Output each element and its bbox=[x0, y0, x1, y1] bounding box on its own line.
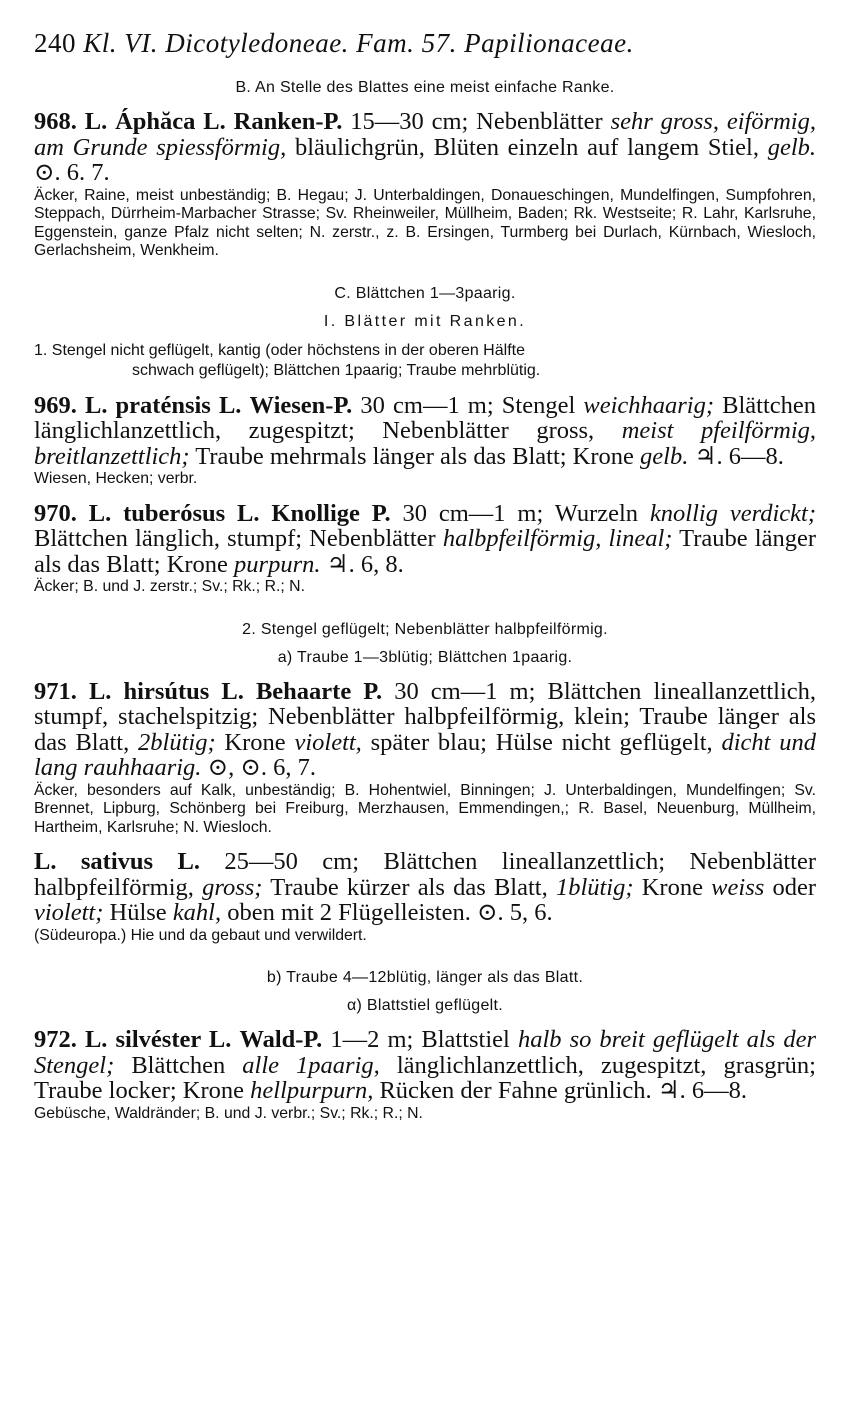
entry-968-localities: Äcker, Raine, meist unbeständig; B. Hegau; J. Unterbaldingen, Donaueschingen, Mundelfingen, Sumpfohren, Steppach, Dürrheim-Marbacher Strasse; Sv. Rheinweiler, Müllheim, Baden; Rk. Westseite; R. Lahr, Karlsruhe, Eggenstein, ganze Pfalz nicht selten; N. zerstr., z. B. Ersingen, Turmberg bei Durlach, Kürnbach, Wiesloch, Gerlachsheim, Wenkheim. bbox=[34, 186, 816, 259]
german-name: Knollige P. bbox=[271, 499, 391, 527]
key-2: 2. Stengel geflügelt; Nebenblätter halbpfeilförmig. bbox=[242, 620, 608, 638]
entry-971-localities: Äcker, besonders auf Kalk, unbeständig; B. Hohentwiel, Binningen; J. Unterbaldingen, Mundelfingen; Sv. Brennet, Lipburg, Schönberg bei Freiburg, Merzhausen, Emmendingen,; R. Basel, Neuenburg, Müllheim, Hartheim, Karlsruhe; N. Wiesloch. bbox=[34, 781, 816, 836]
entry-972: 972. L. silvéster L. Wald-P. 1—2 m; Blattstiel halb so breit geflügelt als der Stengel; Blättchen alle 1paarig, länglichlanzettlich, zugespitzt, grasgrün; Traube locker; Krone hellpurpurn, Rücken der Fahne grünlich. ♃. 6—8. bbox=[34, 1026, 817, 1104]
entry-970: 970. L. tuberósus L. Knollige P. 30 cm—1 m; Wurzeln knollig verdickt; Blättchen länglich, stumpf; Nebenblätter halbpfeilförmig, lineal; Traube länger als das Blatt; Krone purpurn. ♃. 6, 8. bbox=[34, 499, 816, 578]
key-2a: a) Traube 1—3blütig; Blättchen 1paarig. bbox=[277, 648, 573, 666]
entry-969-localities: Wiesen, Hecken; verbr. bbox=[34, 470, 198, 487]
entry-972-localities: Gebüsche, Waldränder; B. und J. verbr.; Sv.; Rk.; R.; N. bbox=[34, 1104, 423, 1122]
key-1: 1. Stengel nicht geflügelt, kantig (oder höchstens in der oberen Hälfte schwach geflügelt); Blättchen 1paarig; Traube mehrblütig. bbox=[34, 341, 541, 379]
scientific-name: L. praténsis L. bbox=[84, 391, 242, 419]
scientific-name: L. silvéster L. bbox=[84, 1026, 232, 1053]
entry-sativus-localities: (Südeuropa.) Hie und da gebaut und verwildert. bbox=[34, 926, 367, 944]
key-alpha: α) Blattstiel geflügelt. bbox=[346, 997, 504, 1014]
scientific-name: L. hirsútus L. bbox=[88, 677, 244, 705]
key-2b: b) Traube 4—12blütig, länger als das Blatt. bbox=[266, 969, 584, 986]
section-i-heading: I. Blätter mit Ranken. bbox=[323, 312, 527, 330]
entry-968: 968. L. Áphăca L. Ranken-P. 15—30 cm; Nebenblätter sehr gross, eiförmig, am Grunde spiessförmig, bläulichgrün, Blüten einzeln auf langem Stiel, gelb. ⊙. 6. 7. bbox=[34, 108, 817, 186]
page-number: 240 bbox=[34, 28, 76, 58]
header-class: Kl. VI. bbox=[83, 28, 158, 58]
entry-970-localities: Äcker; B. und J. zerstr.; Sv.; Rk.; R.; N. bbox=[34, 578, 305, 595]
german-name: Wiesen-P. bbox=[249, 391, 353, 419]
section-c-heading: C. Blättchen 1—3paarig. bbox=[334, 284, 516, 302]
entry-969: 969. L. praténsis L. Wiesen-P. 30 cm—1 m; Stengel weichhaarig; Blättchen länglichlanzettlich, zugespitzt; Nebenblätter gross, meist pfeilförmig, breitlanzettlich; Traube mehrmals länger als das Blatt; Krone gelb. ♃. 6—8. bbox=[34, 391, 817, 470]
german-name: Wald-P. bbox=[239, 1026, 323, 1053]
scientific-name: L. tuberósus L. bbox=[88, 499, 260, 527]
german-name: Behaarte P. bbox=[255, 677, 383, 705]
entry-sativus: L. sativus L. 25—50 cm; Blättchen lineallanzettlich; Nebenblätter halbpfeilförmig, gross; Traube kürzer als das Blatt, 1blütig; Krone weiss oder violett; Hülse kahl, oben mit 2 Flügelleisten. ⊙. 5, 6. bbox=[34, 848, 816, 926]
scientific-name: L. sativus L. bbox=[34, 848, 200, 875]
book-page bbox=[34, 28, 816, 1123]
header-title: Dicotyledoneae. Fam. 57. Papilionaceae. bbox=[165, 28, 634, 58]
section-b-heading: B. An Stelle des Blattes eine meist einfache Ranke. bbox=[235, 79, 615, 96]
entry-971: 971. L. hirsútus L. Behaarte P. 30 cm—1 m; Blättchen lineallanzettlich, stumpf, stachelspitzig; Nebenblätter halbpfeilförmig, klein; Traube länger als das Blatt, 2blütig; Krone violett, später blau; Hülse nicht geflügelt, dicht und lang rauhhaarig. ⊙, ⊙. 6, 7. bbox=[34, 677, 817, 781]
scientific-name: L. Áphăca L. bbox=[84, 108, 226, 135]
page-header bbox=[34, 28, 816, 59]
german-name: Ranken-P. bbox=[233, 108, 343, 135]
